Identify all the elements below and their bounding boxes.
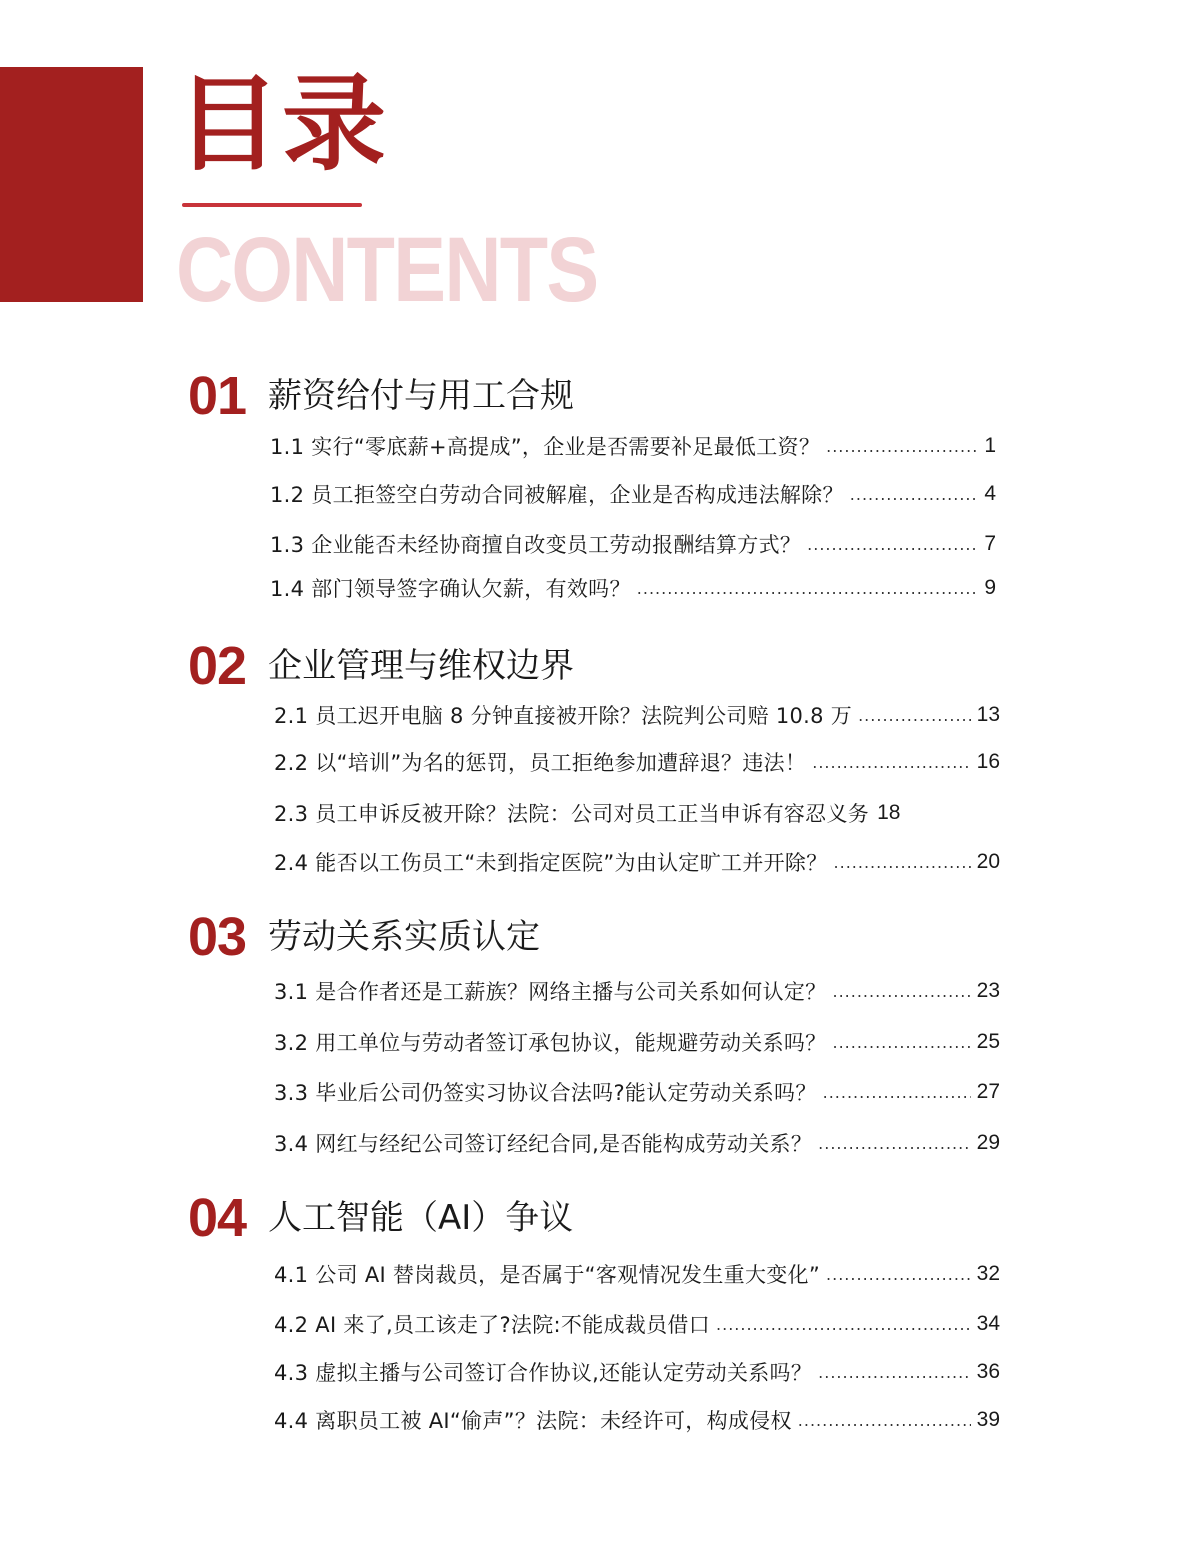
section-title: 企业管理与维权边界 xyxy=(268,646,574,686)
toc-entry-4-1[interactable] xyxy=(274,1257,1000,1291)
toc-entry-3-4[interactable] xyxy=(274,1126,1000,1160)
toc-entry-3-1[interactable] xyxy=(274,974,1000,1008)
toc-entry-4-2[interactable] xyxy=(274,1307,1000,1341)
entry-title: 3.1 是合作者还是工薪族？网络主播与公司关系如何认定？ xyxy=(274,980,827,1004)
page-number: 16 xyxy=(976,750,1000,773)
section-number: 04 xyxy=(188,1188,247,1248)
title-underline xyxy=(182,203,362,207)
leader-dots xyxy=(798,1411,971,1430)
entry-title: 3.2 用工单位与劳动者签订承包协议，能规避劳动关系吗？ xyxy=(274,1031,827,1055)
leader-dots xyxy=(818,1134,970,1153)
leader-dots xyxy=(818,1363,970,1382)
page-number: 34 xyxy=(976,1312,1000,1335)
page-title: 目录 xyxy=(176,63,389,185)
toc-entry-4-3[interactable] xyxy=(274,1355,1000,1389)
entry-title: 2.1 员工迟开电脑 8 分钟直接被开除？法院判公司赔 10.8 万 xyxy=(274,704,853,728)
entry-title: 1.4 部门领导签字确认欠薪，有效吗？ xyxy=(270,577,631,601)
leader-dots xyxy=(832,1033,970,1052)
entry-title: 3.4 网红与经纪公司签订经纪合同,是否能构成劳动关系？ xyxy=(274,1132,813,1156)
red-accent-block xyxy=(0,67,143,302)
leader-dots xyxy=(826,437,978,456)
page-number: 23 xyxy=(976,979,1000,1002)
entry-title: 2.4 能否以工伤员工“未到指定医院”为由认定旷工并开除？ xyxy=(274,851,828,875)
section-title: 人工智能（AI）争议 xyxy=(268,1198,574,1238)
entry-title: 1.3 企业能否未经协商擅自改变员工劳动报酬结算方式？ xyxy=(270,533,802,557)
section-title: 薪资给付与用工合规 xyxy=(268,376,574,416)
section-number: 02 xyxy=(188,636,247,696)
toc-entry-1-4[interactable] xyxy=(270,571,996,605)
leader-dots xyxy=(834,853,971,872)
leader-dots xyxy=(812,753,970,772)
entry-title: 2.2 以“培训”为名的惩罚，员工拒绝参加遭辞退？违法！ xyxy=(274,751,807,775)
section-number: 03 xyxy=(188,907,247,967)
page-number: 36 xyxy=(976,1360,1000,1383)
entry-title: 3.3 毕业后公司仍签实习协议合法吗?能认定劳动关系吗？ xyxy=(274,1081,817,1105)
page-number: 29 xyxy=(976,1131,1000,1154)
page-number: 1 xyxy=(984,434,996,457)
entry-title: 4.3 虚拟主播与公司签订合作协议,还能认定劳动关系吗？ xyxy=(274,1361,813,1385)
section-number: 01 xyxy=(188,366,247,426)
leader-dots xyxy=(832,982,970,1001)
toc-entry-1-2[interactable] xyxy=(270,477,996,511)
toc-entry-1-1[interactable] xyxy=(270,429,996,463)
leader-dots xyxy=(850,485,979,504)
page-number: 25 xyxy=(976,1030,1000,1053)
toc-entry-2-4[interactable] xyxy=(274,845,1000,879)
toc-entry-2-3[interactable] xyxy=(274,796,1000,830)
toc-entry-2-1[interactable] xyxy=(274,698,1000,732)
page-number: 18 xyxy=(877,801,901,824)
toc-entry-1-3[interactable] xyxy=(270,527,996,561)
leader-dots xyxy=(637,579,979,598)
page-number: 9 xyxy=(984,576,996,599)
entry-title: 4.4 离职员工被 AI“偷声”？法院：未经许可，构成侵权 xyxy=(274,1409,792,1433)
page-number: 20 xyxy=(976,850,1000,873)
toc-entry-3-2[interactable] xyxy=(274,1025,1000,1059)
leader-dots xyxy=(823,1083,971,1102)
entry-title: 1.1 实行“零底薪+高提成”，企业是否需要补足最低工资？ xyxy=(270,435,821,459)
leader-dots xyxy=(716,1315,971,1334)
entry-title: 4.2 AI 来了,员工该走了?法院:不能成裁员借口 xyxy=(274,1313,711,1337)
entry-title: 4.1 公司 AI 替岗裁员，是否属于“客观情况发生重大变化” xyxy=(274,1263,821,1287)
page-number: 39 xyxy=(976,1408,1000,1431)
entry-title: 1.2 员工拒签空白劳动合同被解雇，企业是否构成违法解除？ xyxy=(270,483,844,507)
leader-dots xyxy=(858,706,971,725)
leader-dots xyxy=(807,535,978,554)
page-number: 27 xyxy=(976,1080,1000,1103)
toc-entry-3-3[interactable] xyxy=(274,1075,1000,1109)
contents-watermark: CONTENTS xyxy=(176,219,598,321)
toc-entry-2-2[interactable] xyxy=(274,745,1000,779)
page-number: 7 xyxy=(984,532,996,555)
page-number: 4 xyxy=(984,482,996,505)
leader-dots xyxy=(826,1265,971,1284)
page-number: 32 xyxy=(976,1262,1000,1285)
page-number: 13 xyxy=(976,703,1000,726)
section-title: 劳动关系实质认定 xyxy=(268,917,540,957)
toc-entry-4-4[interactable] xyxy=(274,1403,1000,1437)
entry-title: 2.3 员工申诉反被开除？法院：公司对员工正当申诉有容忍义务 xyxy=(274,802,870,826)
